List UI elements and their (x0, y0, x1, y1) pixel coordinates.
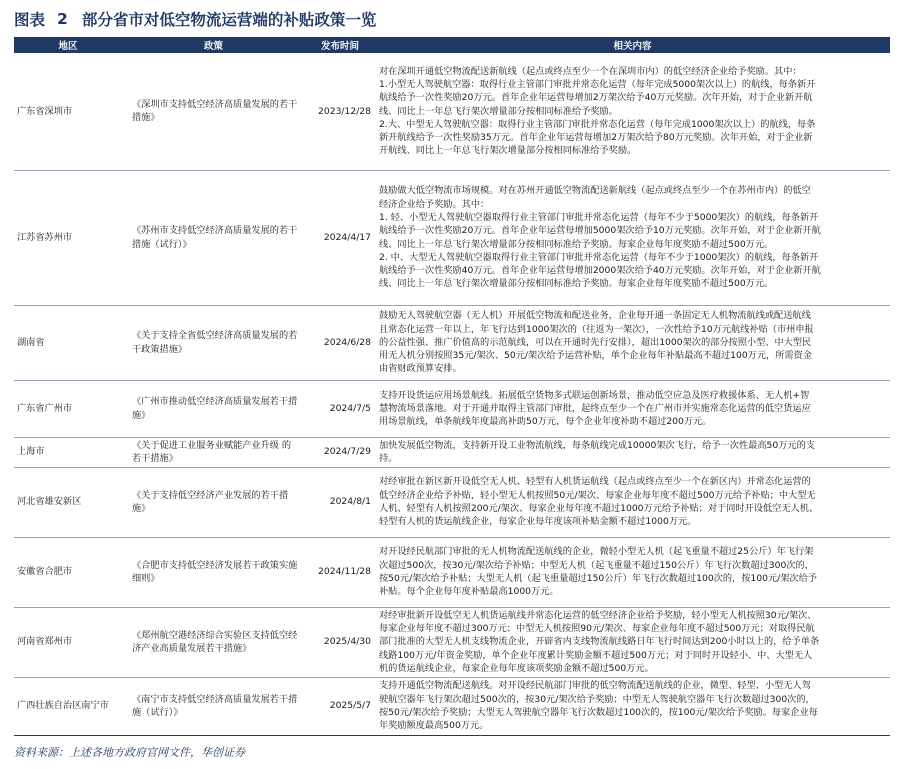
cell-policy: 《关于支持低空经济产业发展的若干措施》 (122, 467, 305, 537)
cell-policy: 《合肥市支持低空经济发展若干政策实施细则》 (122, 537, 305, 607)
content-line: 用无人机分别按照35元/架次、50元/架次给予运营补贴，单个企业每年补贴最高不超过100万元，所需资金 (379, 350, 812, 362)
content-line: 航线给予一次性奖励20万元。首年企业年运营每增加2万架次给予40万元奖励。次年开始，对于企业新开航 (379, 92, 813, 104)
table-header (14, 37, 890, 53)
content-line: 机的货运航线企业，每家企业每年度该项奖励金额不超过500万元。 (379, 662, 654, 674)
cell-content (375, 437, 890, 467)
cell-content (375, 537, 890, 607)
cell-date: 2024/4/17 (305, 170, 375, 305)
content-line: 对经审批在新区新开设低空无人机、轻型有人机货运航线（起点或终点至少一个在新区内）并常态化运营的 (379, 476, 811, 488)
cell-content (375, 380, 890, 437)
cell-date: 2024/8/1 (305, 467, 375, 537)
content-line: 由省财政预算安排。 (379, 363, 462, 375)
content-line: 航线给予一次性奖励20万元。首年企业年运营每增加5000架次给予10万元奖励。次年开始，对于企业新开航 (379, 225, 821, 237)
cell-policy: 《关于支持全省低空经济高质量发展的若干政策措施》 (122, 305, 305, 380)
figure-number: 2 (57, 10, 68, 28)
content-line: 新开航线给予一次性奖励35万元。首年企业年运营每增加2万架次给予80万元奖励。次年开始，对于企业新 (379, 132, 813, 144)
table-row (14, 437, 890, 467)
table-body (14, 53, 890, 735)
figure-label: 图表 (14, 11, 46, 29)
content-line: 低空经济企业给予补贴，轻小型无人机按照50元/架次、每家企业每年度不超过500万元给予补贴；中大型无 (379, 489, 816, 501)
cell-policy: 《南宁市支持低空经济高质量发展若干措施（试行）》 (122, 677, 305, 735)
cell-content (375, 305, 890, 380)
content-line: 轻型有人机的货运航线企业，每家企业每年度该项补贴金额不超过1000万元。 (379, 516, 697, 528)
header-region: 地区 (14, 37, 122, 53)
table-row (14, 170, 890, 305)
cell-region: 河北省雄安新区 (14, 467, 122, 537)
content-line: 人机、轻型有人机按照200元/架次、每家企业每年度不超过1000万元给予补贴；对于同时开设低空无人机、 (379, 503, 819, 514)
cell-content (375, 677, 890, 735)
table-row (14, 607, 890, 677)
cell-date: 2024/11/28 (305, 537, 375, 607)
cell-region: 上海市 (14, 437, 122, 467)
content-line: 2. 中、大型无人驾驶航空器取得行业主管部门审批并常态化运营（每年不少于1000架次）的航线，每条新开 (379, 251, 819, 263)
policy-table (14, 37, 890, 736)
table-row (14, 53, 890, 170)
cell-content (375, 467, 890, 537)
content-line: 按50元/架次给予奖励；大型无人驾驶航空器年飞行次数超过100次的，按100元/架次给予奖励。每家企业每 (379, 707, 818, 718)
content-line: 慧物流场景落地。对于开通并取得主管部门审批，起终点至少一个在广州市并实施常态化运营的低空货运应 (379, 402, 811, 414)
content-line: 次超过500次，按30元/架次给予补贴；中型无人机（起飞重量不超过150公斤）年飞行次数超过300次的， (379, 559, 814, 571)
content-line: 对开设经民航部门审批的无人机物流配送航线的企业，微轻小型无人机（起飞重量不超过25公斤）年飞行架 (379, 546, 814, 558)
header-content: 相关内容 (375, 37, 890, 53)
content-line: 支持开通低空物流配送航线。对开设经民航部门审批的低空物流配送航线的企业，微型、轻型、小型无人驾 (379, 680, 811, 692)
cell-date: 2025/4/30 (305, 607, 375, 677)
content-line: 的公益性强、推广价值高的示范航线，可以在开通时先行安排），超出1000架次的部分按照小型、中大型民 (379, 336, 812, 348)
content-line: 线、同比上一年总飞行架次增量部分按相同标准给予奖励。 (379, 105, 618, 117)
cell-policy: 《深圳市支持低空经济高质量发展的若干措施》 (122, 53, 305, 170)
figure-title (14, 6, 376, 32)
content-line: 开航线、同比上一年总飞行架次增量部分按相同标准给予奖励。 (379, 145, 637, 157)
content-line: 对经审批新开设低空无人机货运航线并常态化运营的低空经济企业给予奖励，轻小型无人机按照30元/架次、 (379, 609, 817, 621)
cell-policy: 《苏州市支持低空经济高质量发展的若干措施（试行）》 (122, 170, 305, 305)
cell-content (375, 607, 890, 677)
cell-date: 2023/12/28 (305, 53, 375, 170)
table-row (14, 537, 890, 607)
cell-region: 广东省深圳市 (14, 53, 122, 170)
cell-region: 安徽省合肥市 (14, 537, 122, 607)
source-note: 资料来源：上述各地方政府官网文件，华创证券 (14, 746, 245, 759)
table-row (14, 305, 890, 380)
content-line: 且常态化运营一年以上，年飞行达到1000架次的（往返为一架次），一次性给予10万元航线补贴（市州申报 (379, 323, 814, 335)
content-line: 1.小型无人驾驶航空器：取得行业主管部门审批并常态化运营（每年完成5000架次以上）的航线，每条新开 (379, 79, 816, 90)
table-row (14, 380, 890, 437)
cell-region: 河南省郑州市 (14, 607, 122, 677)
cell-region: 广西壮族自治区南宁市 (14, 677, 122, 735)
cell-date: 2024/7/5 (305, 380, 375, 437)
figure-title-text: 部分省市对低空物流运营端的补贴政策一览 (81, 11, 377, 29)
cell-policy: 《郑州航空港经济综合实验区支持低空经济产业高质量发展若干措施》 (122, 607, 305, 677)
cell-date: 2024/6/28 (305, 305, 375, 380)
content-line: 驶航空器年飞行架次超过500次的，按30元/架次给予奖励；中型无人驾驶航空器年飞行次数超过300次的， (379, 693, 815, 705)
content-line: 部门批准的大型无人机支线物流企业，开辟省内支线物流航线路日年飞行时间达到200小时以上的，给予单条 (379, 636, 820, 648)
content-line: 加快发展低空物流，支持新开设工业物流航线，每条航线完成10000架次飞行，给予一次性最高50万元的支 (379, 439, 815, 451)
content-line: 补贴。每个企业每年度补贴最高1000万元。 (379, 586, 559, 598)
cell-policy: 《关于促进工业服务业赋能产业升级 的若干措施》 (122, 437, 305, 467)
table-row (14, 677, 890, 735)
cell-policy: 《广州市推动低空经济高质量发展若干措施》 (122, 380, 305, 437)
table-row (14, 467, 890, 537)
content-line: 航线给予一次性奖励40万元。首年企业年运营每增加2000架次给予40万元奖励。次年开始，对于企业新开航 (379, 265, 821, 277)
content-line: 鼓励做大低空物流市场规模。对在苏州开通低空物流配送新航线（起点或终点至少一个在苏州市内）的低空 (379, 185, 811, 197)
cell-content (375, 53, 890, 170)
cell-content (375, 170, 890, 305)
cell-date: 2024/7/29 (305, 437, 375, 467)
content-line: 年奖励额度最高500万元。 (379, 720, 489, 732)
content-line: 线、同比上一年总飞行架次增量部分按相同标准给予奖励。每家企业每年度奖励不超过500万元。 (379, 278, 774, 290)
cell-region: 广东省广州市 (14, 380, 122, 437)
content-line: 鼓励无人驾驶航空器（无人机）开展低空物流和配送业务，企业每开通一条固定无人机物流航线或配送航线 (379, 310, 811, 322)
cell-region: 湖南省 (14, 305, 122, 380)
content-line: 线、同比上一年总飞行架次增量部分按相同标准给予奖励。每家企业每年度奖励不超过500万元。 (379, 238, 774, 250)
content-line: 对在深圳开通低空物流配送新航线（起点或终点至少一个在深圳市内）的低空经济企业给予奖励。其中： (379, 65, 802, 77)
content-line: 线路100万元/年资金奖励，单个企业年度累计奖励金额不超过500万元；对于同时开设轻小、中、大型无人 (379, 649, 813, 661)
content-line: 2.大、中型无人驾驶航空器：取得行业主管部门审批并常态化运营（每年完成1000架次以上）的航线，每条 (379, 118, 816, 130)
header-policy: 政策 (122, 37, 305, 53)
content-line: 按50元/架次给予补贴；大型无人机（起飞重量超过150公斤）年飞行次数超过100次的，按100元/架次给予 (379, 573, 817, 584)
content-line: 持。 (379, 453, 398, 464)
header-date: 发布时间 (305, 37, 375, 53)
content-line: 支持开设货运应用场景航线。拓展低空货物多式联运创新场景，推动低空应急及医疗救援体系、无人机+智 (379, 389, 810, 401)
content-line: 用场景航线，单条航线年度最高补助50万元，每个企业年度补助不超过200万元。 (379, 416, 712, 428)
cell-date: 2025/5/7 (305, 677, 375, 735)
cell-region: 江苏省苏州市 (14, 170, 122, 305)
content-line: 经济企业给予奖励。其中： (379, 198, 490, 210)
content-line: 每家企业每年度不超过300万元；中型无人机按照90元/架次、每家企业每年度不超过500万元；对取得民航 (379, 623, 815, 635)
content-line: 1. 轻、小型无人驾驶航空器取得行业主管部门审批并常态化运营（每年不少于5000架次）的航线，每条新开 (379, 211, 819, 223)
